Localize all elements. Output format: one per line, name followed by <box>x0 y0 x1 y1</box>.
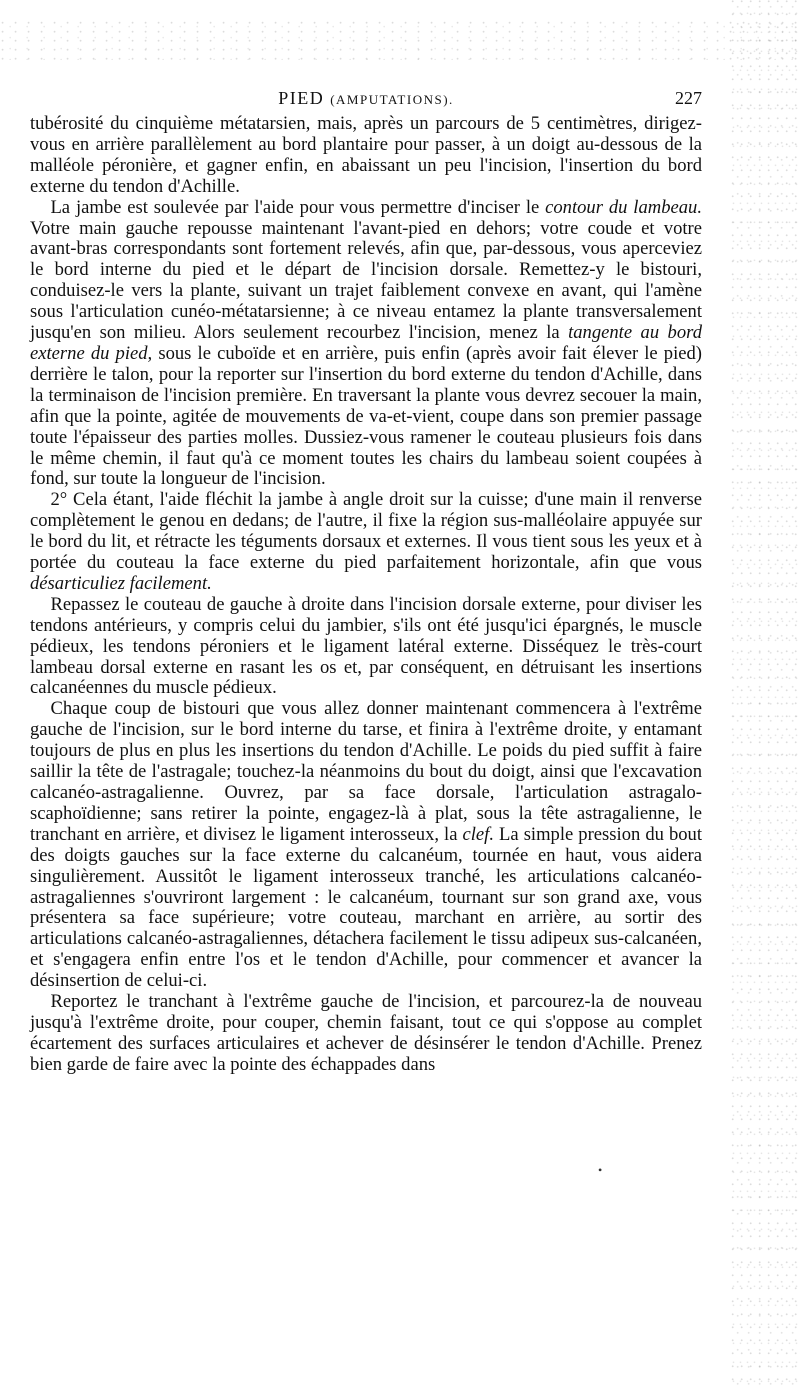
paragraph <box>30 595 702 700</box>
text-run: La simple pression du bout des doigts gauches sur la face externe du calcanéum, tournée en haut, vous aidera singulièrement. Aussitôt le ligament interosseux tranché, les articulations calcanéo-astragaliennes s'ouvriront largement : le calcanéum, tournant sur son grand axe, vous présentera sa face supérieure; votre couteau, marchant en arrière, au sortir des articulations calcanéo-astragaliennes, détachera facilement le tissu adipeux sus-calcanéen, et s'engagera enfin entre l'os et le tendon d'Achille, pour commencer et avancer la désinsertion de celui-ci. <box>30 823 703 992</box>
running-head-section: (AMPUTATIONS). <box>330 92 454 107</box>
italic-run: clef. <box>462 823 495 845</box>
running-head <box>30 88 702 109</box>
paragraph <box>30 699 702 992</box>
paragraph <box>30 198 702 491</box>
italic-run: tangente au bord externe du pied, <box>30 322 702 364</box>
text-run: sous le cuboïde et en arrière, puis enfin (après avoir fait élever le pied) derrière le talon, pour la reporter sur l'insertion du bord externe du tendon d'Achille, dans la terminaison de l'incision première. En traversant la plante vous devrez secouer la main, afin que la pointe, agitée de mouvements de va-et-vient, coupe dans son premier passage toute l'épaisseur des parties molles. Dussiez-vous ramener le couteau plusieurs fois dans le même chemin, il faut qu'à ce moment toutes les chairs du lambeau soient coupées à fond, sur toute la longueur de l'incision. <box>30 342 702 490</box>
text-run: 2° Cela étant, l'aide fléchit la jambe à angle droit sur la cuisse; d'une main il renverse complètement le genou en dedans; de l'autre, il fixe la région sus-malléolaire appuyée sur le bord du lit, et rétracte les téguments dorsaux et externes. Il vous tient sous les yeux et à portée du couteau la face externe du pied parfaitement horizontale, afin que vous <box>30 489 702 574</box>
stray-mark: • <box>598 1163 603 1177</box>
italic-run: désarticuliez facilement. <box>30 572 212 594</box>
body-text <box>30 114 702 1076</box>
text-run: Reportez le tranchant à l'extrême gauche de l'incision, et parcourez-la de nouveau jusqu'à l'extrême droite, pour couper, chemin faisant, tout ce qui s'oppose au complet écartement des surfaces articulaires et achever de désinsérer le tendon d'Achille. Prenez bien garde de faire avec la pointe des échappades dans <box>30 991 702 1075</box>
running-head-title: PIED <box>278 88 325 108</box>
paragraph <box>30 490 702 595</box>
paragraph <box>30 114 702 198</box>
text-run: Chaque coup de bistouri que vous allez donner maintenant commencera à l'extrême gauche de l'incision, sur le bord interne du tarse, et finira à l'extrême droite, y entamant toujours de plus en plus les insertions du tendon d'Achille. Le poids du pied suffit à faire saillir la tête de l'astragale; touchez-la néanmoins du bout du doigt, ainsi que l'excavation calcanéo-astragalienne. Ouvrez, par sa face dorsale, l'articulation astragalo-scaphoïdienne; sans retirer la pointe, engagez-là à plat, sous la tête astragalienne, le tranchant en arrière, et divisez le ligament interosseux, la <box>30 698 702 845</box>
text-run: La jambe est soulevée par l'aide pour vous permettre d'inciser le <box>50 196 546 218</box>
page-number: 227 <box>675 88 702 108</box>
scan-noise-top <box>0 20 800 60</box>
text-run: Repassez le couteau de gauche à droite dans l'incision dorsale externe, pour diviser les tendons antérieurs, y compris celui du jambier, s'ils ont été jusqu'ici épargnés, le muscle pédieux, les tendons péroniers et le ligament latéral externe. Disséquez le très-court lambeau dorsal externe en rasant les os et, par conséquent, en détruisant les insertions calcanéennes du muscle pédieux. <box>30 593 702 699</box>
text-run: tubérosité du cinquième métatarsien, mais, après un parcours de 5 centimètres, dirigez-vous en arrière parallèlement au bord plantaire pour passer, à un doigt au-dessous de la malléole péronière, et gagner enfin, en abaissant un peu l'incision, l'insertion du bord externe du tendon d'Achille. <box>30 113 702 197</box>
italic-run: contour du lambeau. <box>545 196 702 218</box>
scan-noise-edge <box>730 0 800 1387</box>
text-run: Votre main gauche repousse maintenant l'avant-pied en dehors; votre coude et votre avant-bras correspondants sont fortement relevés, afin que, par-dessous, vous aperceviez le bord interne du pied et le départ de l'incision dorsale. Remettez-y le bistouri, conduisez-le vers la plante, suivant un trajet faiblement convexe en avant, qui l'amène sous l'articulation cunéo-métatarsienne; à ce niveau entamez la plante transversalement jusqu'en son milieu. Alors seulement recourbez l'incision, menez la <box>30 217 702 344</box>
paragraph <box>30 992 702 1076</box>
page-header <box>30 88 702 114</box>
